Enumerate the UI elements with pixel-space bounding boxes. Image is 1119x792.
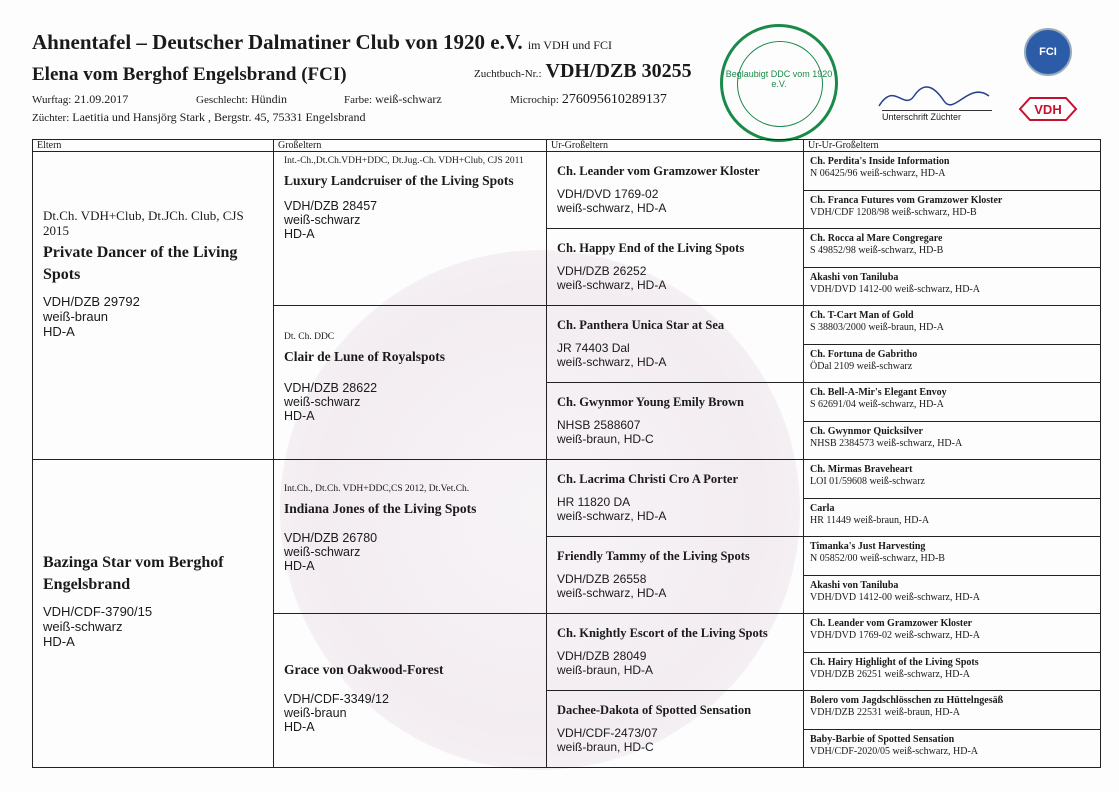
great-grandparent-6: Friendly Tammy of the Living Spots VDH/DZB 26558 weiß-schwarz, HD-A: [547, 537, 804, 614]
great-grandparent-2: Ch. Happy End of the Living Spots VDH/DZB 26252 weiß-schwarz, HD-A: [547, 229, 804, 306]
svg-text:VDH: VDH: [1034, 102, 1062, 117]
great-great-grandparent-13: Ch. Leander vom Gramzower Kloster VDH/DVD 1769-02 weiß-schwarz, HD-A: [804, 614, 1101, 653]
great-great-grandparent-12: Akashi von Taniluba VDH/DVD 1412-00 weiß-schwarz, HD-A: [804, 575, 1101, 614]
great-great-grandparent-1: Ch. Perdita's Inside Information N 06425/96 weiß-schwarz, HD-A: [804, 152, 1101, 191]
great-great-grandparent-7: Ch. Bell-A-Mir's Elegant Envoy S 62691/04 weiß-schwarz, HD-A: [804, 383, 1101, 422]
great-grandparent-1: Ch. Leander vom Gramzower Kloster VDH/DVD 1769-02 weiß-schwarz, HD-A: [547, 152, 804, 229]
great-grandparent-8: Dachee-Dakota of Spotted Sensation VDH/CDF-2473/07 weiß-braun, HD-C: [547, 691, 804, 768]
great-grandparent-4: Ch. Gwynmor Young Emily Brown NHSB 2588607 weiß-braun, HD-C: [547, 383, 804, 460]
vdh-logo: [1016, 96, 1080, 122]
great-great-grandparent-2: Ch. Franca Futures vom Gramzower Kloster VDH/CDF 1208/98 weiß-schwarz, HD-B: [804, 190, 1101, 229]
wurftag: Wurftag: 21.09.2017: [32, 92, 129, 106]
great-great-grandparent-9: Ch. Mirmas Braveheart LOI 01/59608 weiß-schwarz: [804, 460, 1101, 499]
great-great-grandparent-14: Ch. Hairy Highlight of the Living Spots VDH/DZB 26251 weiß-schwarz, HD-A: [804, 652, 1101, 691]
great-great-grandparent-6: Ch. Fortuna de Gabritho ÖDal 2109 weiß-schwarz: [804, 344, 1101, 383]
great-grandparent-7: Ch. Knightly Escort of the Living Spots VDH/DZB 28049 weiß-braun, HD-A: [547, 614, 804, 691]
microchip: Microchip: 276095610289137: [510, 92, 667, 107]
great-grandparent-5: Ch. Lacrima Christi Cro A Porter HR 11820 DA weiß-schwarz, HD-A: [547, 460, 804, 537]
great-great-grandparent-11: Timanka's Just Harvesting N 05852/00 weiß-schwarz, HD-B: [804, 537, 1101, 576]
grandparent-3: Int.Ch., Dt.Ch. VDH+DDC,CS 2012, Dt.Vet.Ch. Indiana Jones of the Living Spots VDH/DZB 26780 weiß-schwarz HD-A: [274, 460, 547, 614]
col-header-ur-grosseltern: Ur-Großeltern: [547, 140, 804, 152]
col-header-eltern: Eltern: [33, 140, 274, 152]
great-grandparent-3: Ch. Panthera Unica Star at Sea JR 74403 Dal weiß-schwarz, HD-A: [547, 306, 804, 383]
grandparent-4: Grace von Oakwood-Forest VDH/CDF-3349/12 weiß-braun HD-A: [274, 614, 547, 768]
great-great-grandparent-3: Ch. Rocca al Mare Congregare S 49852/98 weiß-schwarz, HD-B: [804, 229, 1101, 268]
dog-name: Elena vom Berghof Engelsbrand (FCI): [32, 64, 347, 85]
great-great-grandparent-15: Bolero vom Jagdschlösschen zu Hüttelngesäß VDH/DZB 22531 weiß-braun, HD-A: [804, 691, 1101, 730]
club-seal-stamp: Beglaubigt DDC vom 1920 e.V.: [720, 24, 838, 142]
great-great-grandparent-8: Ch. Gwynmor Quicksilver NHSB 2384573 weiß-schwarz, HD-A: [804, 421, 1101, 460]
grandparent-1: Int.-Ch.,Dt.Ch.VDH+DDC, Dt.Jug.-Ch. VDH+Club, CJS 2011 Luxury Landcruiser of the Living Spots VDH/DZB 28457 weiß-schwarz HD-A: [274, 152, 547, 306]
farbe: Farbe: weiß-schwarz: [344, 92, 442, 106]
fci-logo: FCI: [1024, 28, 1072, 76]
zuechter: Züchter: Laetitia und Hansjörg Stark , Bergstr. 45, 75331 Engelsbrand: [32, 110, 366, 124]
document-header: [32, 30, 1102, 140]
great-great-grandparent-4: Akashi von Taniluba VDH/DVD 1412-00 weiß-schwarz, HD-A: [804, 267, 1101, 306]
parent-sire: Dt.Ch. VDH+Club, Dt.JCh. Club, CJS 2015 Private Dancer of the Living Spots VDH/DZB 29792 weiß-braun HD-A: [33, 152, 274, 460]
great-great-grandparent-16: Baby-Barbie of Spotted Sensation VDH/CDF-2020/05 weiß-schwarz, HD-A: [804, 729, 1101, 768]
great-great-grandparent-10: Carla HR 11449 weiß-braun, HD-A: [804, 498, 1101, 537]
col-header-grosseltern: Großeltern: [274, 140, 547, 152]
document-title: Ahnentafel – Deutscher Dalmatiner Club von 1920 e.V. im VDH und FCI: [32, 30, 612, 54]
geschlecht: Geschlecht: Hündin: [196, 92, 287, 106]
great-great-grandparent-5: Ch. T-Cart Man of Gold S 38803/2000 weiß-braun, HD-A: [804, 306, 1101, 345]
zuchtbuch-number: Zuchtbuch-Nr.: VDH/DZB 30255: [474, 60, 692, 82]
col-header-ur-ur-grosseltern: Ur-Ur-Großeltern: [804, 140, 1101, 152]
pedigree-table: [32, 139, 1101, 768]
grandparent-2: Dt. Ch. DDC Clair de Lune of Royalspots VDH/DZB 28622 weiß-schwarz HD-A: [274, 306, 547, 460]
signature-label: Unterschrift Züchter: [882, 110, 992, 122]
parent-dam: Bazinga Star vom Berghof Engelsbrand VDH/CDF-3790/15 weiß-schwarz HD-A: [33, 460, 274, 768]
